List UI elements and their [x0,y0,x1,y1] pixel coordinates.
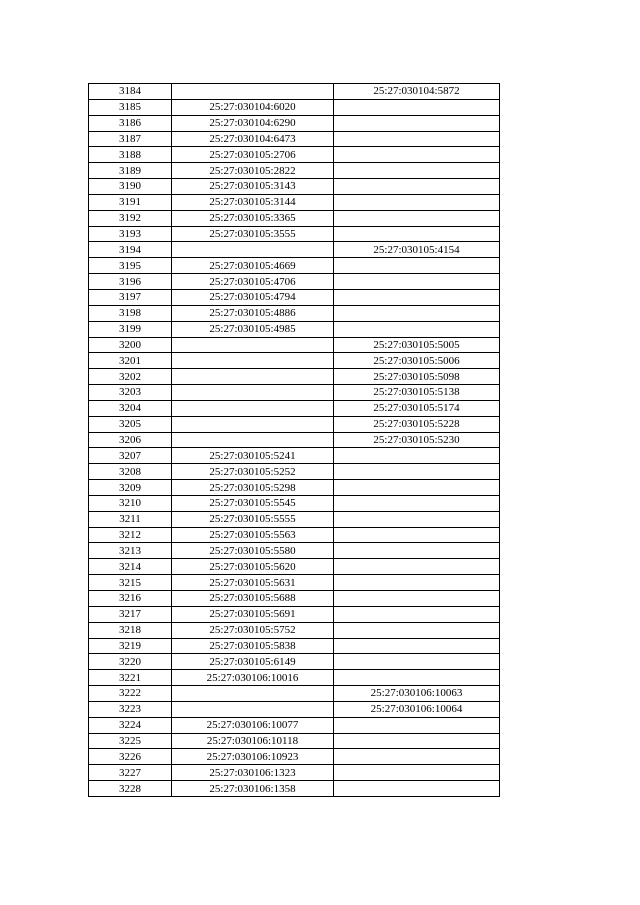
cadastral-number-cell-b: 25:27:030105:4154 [334,242,500,258]
cadastral-number-cell-a: 25:27:030105:5691 [172,606,334,622]
cadastral-number-cell-b [334,511,500,527]
row-number-cell: 3220 [89,654,172,670]
row-number-cell: 3209 [89,480,172,496]
row-number-cell: 3204 [89,400,172,416]
row-number-cell: 3190 [89,179,172,195]
row-number-cell: 3210 [89,495,172,511]
cadastral-number-cell-b [334,131,500,147]
cadastral-number-cell-b [334,638,500,654]
table-row [89,147,500,163]
row-number-cell: 3192 [89,210,172,226]
table-row [89,163,500,179]
row-number-cell: 3188 [89,147,172,163]
cadastral-number-cell-b [334,179,500,195]
cadastral-number-cell-a [172,400,334,416]
table-row [89,701,500,717]
row-number-cell: 3224 [89,717,172,733]
cadastral-number-cell-b [334,765,500,781]
cadastral-number-cell-b [334,464,500,480]
table-row [89,369,500,385]
table-row [89,717,500,733]
table-row [89,274,500,290]
table-row [89,131,500,147]
row-number-cell: 3185 [89,99,172,115]
row-number-cell: 3186 [89,115,172,131]
cadastral-number-cell-a: 25:27:030105:5555 [172,511,334,527]
table-row [89,194,500,210]
table-row [89,179,500,195]
cadastral-number-cell-b: 25:27:030105:5098 [334,369,500,385]
row-number-cell: 3184 [89,84,172,100]
table-row [89,511,500,527]
cadastral-number-cell-b [334,226,500,242]
row-number-cell: 3194 [89,242,172,258]
row-number-cell: 3205 [89,416,172,432]
table-row [89,115,500,131]
table-row [89,559,500,575]
cadastral-number-cell-a: 25:27:030105:3144 [172,194,334,210]
cadastral-number-cell-a: 25:27:030105:4794 [172,289,334,305]
cadastral-number-cell-b: 25:27:030105:5006 [334,353,500,369]
cadastral-number-cell-a: 25:27:030106:10118 [172,733,334,749]
row-number-cell: 3197 [89,289,172,305]
row-number-cell: 3221 [89,670,172,686]
cadastral-number-cell-a [172,84,334,100]
cadastral-number-cell-b [334,733,500,749]
row-number-cell: 3216 [89,591,172,607]
row-number-cell: 3196 [89,274,172,290]
table-row [89,749,500,765]
table-row [89,448,500,464]
table-row [89,480,500,496]
cadastral-number-cell-a: 25:27:030105:5580 [172,543,334,559]
cadastral-number-cell-b [334,305,500,321]
table-row [89,99,500,115]
row-number-cell: 3214 [89,559,172,575]
cadastral-number-cell-a: 25:27:030105:5298 [172,480,334,496]
table-row [89,733,500,749]
table-row [89,686,500,702]
table-row [89,416,500,432]
table-row [89,654,500,670]
cadastral-number-cell-a: 25:27:030105:5545 [172,495,334,511]
cadastral-number-cell-b [334,289,500,305]
cadastral-number-cell-b [334,115,500,131]
table-row [89,591,500,607]
cadastral-number-cell-b [334,654,500,670]
table-body [89,84,500,797]
cadastral-number-cell-b [334,258,500,274]
cadastral-number-table [88,83,500,797]
row-number-cell: 3228 [89,781,172,797]
cadastral-number-cell-b [334,781,500,797]
cadastral-number-cell-a [172,242,334,258]
row-number-cell: 3203 [89,385,172,401]
table-row [89,575,500,591]
row-number-cell: 3212 [89,527,172,543]
cadastral-number-cell-a: 25:27:030105:3555 [172,226,334,242]
cadastral-number-cell-b: 25:27:030106:10063 [334,686,500,702]
row-number-cell: 3207 [89,448,172,464]
cadastral-number-cell-b: 25:27:030105:5005 [334,337,500,353]
cadastral-number-cell-b [334,606,500,622]
cadastral-number-cell-a: 25:27:030106:10077 [172,717,334,733]
table-row [89,464,500,480]
cadastral-number-cell-b: 25:27:030105:5138 [334,385,500,401]
cadastral-number-cell-b [334,527,500,543]
row-number-cell: 3195 [89,258,172,274]
cadastral-number-cell-b [334,448,500,464]
cadastral-number-cell-a: 25:27:030105:5252 [172,464,334,480]
row-number-cell: 3198 [89,305,172,321]
cadastral-number-cell-b: 25:27:030104:5872 [334,84,500,100]
cadastral-number-cell-a: 25:27:030106:1358 [172,781,334,797]
table-row [89,606,500,622]
cadastral-number-cell-a [172,416,334,432]
row-number-cell: 3225 [89,733,172,749]
table-row [89,543,500,559]
cadastral-number-cell-b [334,717,500,733]
cadastral-number-cell-a [172,353,334,369]
cadastral-number-cell-a [172,337,334,353]
cadastral-number-cell-b [334,749,500,765]
cadastral-number-cell-b [334,210,500,226]
row-number-cell: 3193 [89,226,172,242]
cadastral-number-cell-a: 25:27:030105:4706 [172,274,334,290]
table-row [89,84,500,100]
cadastral-number-cell-a [172,701,334,717]
table-row [89,622,500,638]
table-row [89,385,500,401]
cadastral-number-cell-b: 25:27:030105:5228 [334,416,500,432]
cadastral-number-cell-a [172,686,334,702]
cadastral-number-cell-a: 25:27:030105:5838 [172,638,334,654]
cadastral-number-cell-b [334,147,500,163]
cadastral-number-cell-b [334,575,500,591]
cadastral-number-cell-a: 25:27:030105:5631 [172,575,334,591]
row-number-cell: 3201 [89,353,172,369]
cadastral-number-cell-b [334,321,500,337]
cadastral-number-cell-a: 25:27:030105:4669 [172,258,334,274]
cadastral-number-cell-b [334,543,500,559]
row-number-cell: 3218 [89,622,172,638]
table-row [89,765,500,781]
cadastral-number-cell-a [172,369,334,385]
cadastral-number-cell-b [334,559,500,575]
cadastral-number-cell-a: 25:27:030105:6149 [172,654,334,670]
table-row [89,321,500,337]
cadastral-number-cell-b [334,274,500,290]
row-number-cell: 3200 [89,337,172,353]
row-number-cell: 3227 [89,765,172,781]
table-row [89,289,500,305]
cadastral-number-cell-a: 25:27:030105:5688 [172,591,334,607]
cadastral-number-cell-a: 25:27:030104:6020 [172,99,334,115]
table-row [89,400,500,416]
table-row [89,495,500,511]
cadastral-number-cell-b [334,163,500,179]
cadastral-number-cell-a: 25:27:030105:2822 [172,163,334,179]
table-row [89,670,500,686]
cadastral-number-cell-a [172,385,334,401]
cadastral-number-cell-a [172,432,334,448]
table-row [89,527,500,543]
cadastral-number-cell-b: 25:27:030105:5230 [334,432,500,448]
table-row [89,781,500,797]
row-number-cell: 3215 [89,575,172,591]
cadastral-number-cell-a: 25:27:030105:2706 [172,147,334,163]
cadastral-number-cell-a: 25:27:030105:5752 [172,622,334,638]
cadastral-number-cell-a: 25:27:030105:5241 [172,448,334,464]
row-number-cell: 3191 [89,194,172,210]
cadastral-number-cell-b [334,495,500,511]
table-row [89,337,500,353]
cadastral-number-cell-a: 25:27:030104:6473 [172,131,334,147]
cadastral-number-cell-b [334,99,500,115]
table-row [89,226,500,242]
cadastral-number-cell-b [334,480,500,496]
row-number-cell: 3206 [89,432,172,448]
cadastral-number-cell-a: 25:27:030104:6290 [172,115,334,131]
table-row [89,432,500,448]
cadastral-number-cell-a: 25:27:030105:4985 [172,321,334,337]
cadastral-number-cell-b [334,622,500,638]
cadastral-number-cell-a: 25:27:030105:4886 [172,305,334,321]
cadastral-number-cell-a: 25:27:030105:5620 [172,559,334,575]
table-row [89,353,500,369]
row-number-cell: 3223 [89,701,172,717]
row-number-cell: 3202 [89,369,172,385]
cadastral-number-cell-b [334,194,500,210]
cadastral-number-cell-a: 25:27:030106:10923 [172,749,334,765]
cadastral-number-cell-a: 25:27:030105:3143 [172,179,334,195]
row-number-cell: 3187 [89,131,172,147]
table-row [89,638,500,654]
table-row [89,305,500,321]
table-row [89,242,500,258]
table-row [89,258,500,274]
cadastral-number-cell-a: 25:27:030105:3365 [172,210,334,226]
cadastral-number-cell-a: 25:27:030105:5563 [172,527,334,543]
row-number-cell: 3208 [89,464,172,480]
row-number-cell: 3217 [89,606,172,622]
cadastral-number-cell-b: 25:27:030106:10064 [334,701,500,717]
cadastral-number-cell-b [334,591,500,607]
cadastral-number-cell-b [334,670,500,686]
row-number-cell: 3226 [89,749,172,765]
row-number-cell: 3222 [89,686,172,702]
cadastral-number-cell-a: 25:27:030106:10016 [172,670,334,686]
row-number-cell: 3211 [89,511,172,527]
row-number-cell: 3213 [89,543,172,559]
table-row [89,210,500,226]
row-number-cell: 3199 [89,321,172,337]
row-number-cell: 3189 [89,163,172,179]
row-number-cell: 3219 [89,638,172,654]
cadastral-number-cell-b: 25:27:030105:5174 [334,400,500,416]
cadastral-number-cell-a: 25:27:030106:1323 [172,765,334,781]
